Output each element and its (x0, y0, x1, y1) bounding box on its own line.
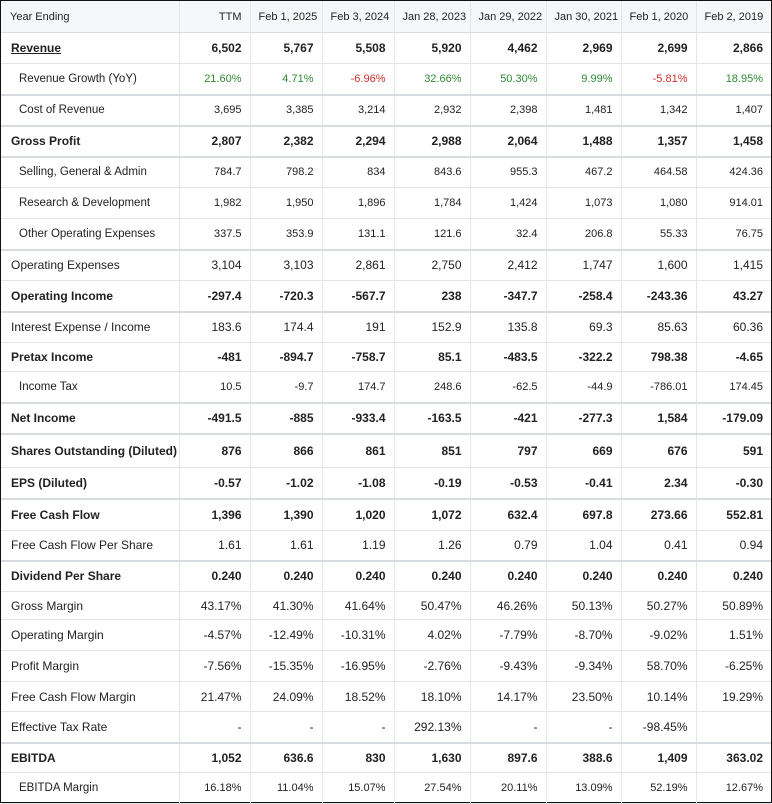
cell-fcf-margin: 10.14% (621, 682, 696, 712)
row-label-text: Pretax Income (11, 350, 94, 364)
row-label-ebitda-margin (1, 773, 179, 804)
cell-interest-expense: 60.36 (696, 312, 771, 343)
cell-eps-diluted: 2.34 (621, 468, 696, 499)
cell-operating-income: 43.27 (696, 281, 771, 312)
cell-operating-margin: -12.49% (250, 620, 322, 651)
cell-ebitda-margin: 27.54% (394, 773, 470, 804)
row-label-gross-profit (1, 126, 179, 157)
cell-net-income: -277.3 (546, 403, 621, 434)
cell-gross-margin: 41.30% (250, 592, 322, 620)
cell-profit-margin: 58.70% (621, 651, 696, 682)
cell-ebitda-margin: 16.18% (179, 773, 250, 804)
row-income-tax (1, 372, 771, 403)
cell-shares-outstanding: 669 (546, 434, 621, 468)
row-label-text: Research & Development (19, 197, 151, 209)
cell-effective-tax-rate: - (470, 712, 546, 743)
cell-fcf-per-share: 1.04 (546, 531, 621, 561)
cell-pretax-income: -322.2 (546, 343, 621, 372)
cell-profit-margin: -2.76% (394, 651, 470, 682)
cell-pretax-income: -481 (179, 343, 250, 372)
cell-dividend-per-share: 0.240 (621, 561, 696, 592)
cell-shares-outstanding: 866 (250, 434, 322, 468)
row-label-text: EBITDA (11, 750, 56, 765)
cell-eps-diluted: -0.19 (394, 468, 470, 499)
cell-free-cash-flow: 1,396 (179, 499, 250, 531)
row-label-shares-outstanding (1, 434, 179, 468)
cell-research-development: 1,982 (179, 188, 250, 219)
cell-cost-of-revenue: 2,398 (470, 95, 546, 126)
row-net-income (1, 403, 771, 434)
cell-other-operating-expenses: 131.1 (322, 219, 394, 250)
cell-other-operating-expenses: 55.33 (621, 219, 696, 250)
cell-income-tax: 248.6 (394, 372, 470, 403)
cell-gross-margin: 46.26% (470, 592, 546, 620)
row-label-text: Dividend Per Share (11, 569, 122, 584)
cell-operating-income: -720.3 (250, 281, 322, 312)
cell-gross-margin: 43.17% (179, 592, 250, 620)
row-operating-margin (1, 620, 771, 651)
cell-eps-diluted: -1.08 (322, 468, 394, 499)
cell-income-tax: 174.7 (322, 372, 394, 403)
cell-operating-margin: 1.51% (696, 620, 771, 651)
cell-shares-outstanding: 876 (179, 434, 250, 468)
row-label-gross-margin (1, 592, 179, 620)
cell-dividend-per-share: 0.240 (696, 561, 771, 592)
row-label-text: Income Tax (19, 380, 78, 393)
cell-fcf-per-share: 1.19 (322, 531, 394, 561)
cell-ebitda: 363.02 (696, 743, 771, 773)
row-label-profit-margin (1, 651, 179, 682)
cell-other-operating-expenses: 337.5 (179, 219, 250, 250)
header-year-ending: Year Ending (1, 1, 179, 33)
cell-revenue: 5,767 (250, 33, 322, 64)
cell-dividend-per-share: 0.240 (322, 561, 394, 592)
cell-sga: 784.7 (179, 157, 250, 188)
cell-research-development: 914.01 (696, 188, 771, 219)
cell-gross-profit: 1,458 (696, 126, 771, 157)
row-label-revenue-growth (1, 64, 179, 95)
cell-operating-income: -347.7 (470, 281, 546, 312)
cell-free-cash-flow: 632.4 (470, 499, 546, 531)
row-gross-profit (1, 126, 771, 157)
cell-gross-profit: 2,064 (470, 126, 546, 157)
cell-dividend-per-share: 0.240 (546, 561, 621, 592)
row-label-operating-income (1, 281, 179, 312)
cell-operating-expenses: 1,600 (621, 250, 696, 281)
cell-revenue: 6,502 (179, 33, 250, 64)
header-col-period[interactable]: Feb 1, 2025 (250, 1, 322, 33)
row-ebitda (1, 743, 771, 773)
cell-shares-outstanding: 797 (470, 434, 546, 468)
cell-sga: 467.2 (546, 157, 621, 188)
row-label-text: Gross Margin (11, 598, 84, 613)
row-label-text: Free Cash Flow Per Share (11, 538, 154, 553)
row-cost-of-revenue (1, 95, 771, 126)
cell-gross-margin: 50.13% (546, 592, 621, 620)
cell-profit-margin: -9.43% (470, 651, 546, 682)
cell-profit-margin: -9.34% (546, 651, 621, 682)
cell-revenue-growth: -6.96% (322, 64, 394, 95)
cell-cost-of-revenue: 1,407 (696, 95, 771, 126)
cell-profit-margin: -6.25% (696, 651, 771, 682)
cell-operating-expenses: 2,861 (322, 250, 394, 281)
row-dividend-per-share (1, 561, 771, 592)
row-label-income-tax (1, 372, 179, 403)
cell-cost-of-revenue: 1,481 (546, 95, 621, 126)
cell-income-tax: -62.5 (470, 372, 546, 403)
row-label-text: Gross Profit (11, 134, 81, 148)
row-label-research-development (1, 188, 179, 219)
row-label-text: EPS (Diluted) (11, 475, 88, 490)
cell-sga: 464.58 (621, 157, 696, 188)
cell-net-income: -491.5 (179, 403, 250, 434)
cell-net-income: -421 (470, 403, 546, 434)
header-col-period[interactable]: Feb 1, 2020 (621, 1, 696, 33)
row-revenue (1, 33, 771, 64)
cell-ebitda: 388.6 (546, 743, 621, 773)
row-free-cash-flow (1, 499, 771, 531)
cell-research-development: 1,424 (470, 188, 546, 219)
cell-effective-tax-rate: - (546, 712, 621, 743)
cell-gross-margin: 41.64% (322, 592, 394, 620)
row-effective-tax-rate (1, 712, 771, 743)
cell-pretax-income: -894.7 (250, 343, 322, 372)
row-eps-diluted (1, 468, 771, 499)
row-label-operating-expenses (1, 250, 179, 281)
cell-revenue: 4,462 (470, 33, 546, 64)
cell-interest-expense: 85.63 (621, 312, 696, 343)
row-label-text: Interest Expense / Income (11, 320, 151, 335)
cell-operating-income: -297.4 (179, 281, 250, 312)
header-col-period[interactable]: Jan 29, 2022 (470, 1, 546, 33)
row-label-text: Net Income (11, 411, 76, 425)
row-label-text[interactable]: Revenue (11, 41, 62, 55)
cell-ebitda: 636.6 (250, 743, 322, 773)
cell-effective-tax-rate: - (250, 712, 322, 743)
row-operating-expenses (1, 250, 771, 281)
cell-gross-profit: 1,357 (621, 126, 696, 157)
cell-net-income: -163.5 (394, 403, 470, 434)
cell-ebitda: 1,052 (179, 743, 250, 773)
cell-shares-outstanding: 676 (621, 434, 696, 468)
row-gross-margin (1, 592, 771, 620)
cell-revenue-growth: 4.71% (250, 64, 322, 95)
cell-interest-expense: 191 (322, 312, 394, 343)
cell-income-tax: -9.7 (250, 372, 322, 403)
row-label-operating-margin (1, 620, 179, 651)
cell-revenue-growth: 50.30% (470, 64, 546, 95)
cell-fcf-margin: 18.10% (394, 682, 470, 712)
cell-gross-profit: 2,988 (394, 126, 470, 157)
cell-operating-expenses: 2,412 (470, 250, 546, 281)
row-label-ebitda (1, 743, 179, 773)
cell-ebitda: 830 (322, 743, 394, 773)
cell-fcf-per-share: 0.41 (621, 531, 696, 561)
row-label-cost-of-revenue (1, 95, 179, 126)
cell-ebitda: 897.6 (470, 743, 546, 773)
cell-operating-expenses: 2,750 (394, 250, 470, 281)
cell-effective-tax-rate: -98.45% (621, 712, 696, 743)
row-label-text: Operating Margin (11, 628, 104, 642)
cell-revenue: 5,920 (394, 33, 470, 64)
row-fcf-margin (1, 682, 771, 712)
cell-revenue: 2,866 (696, 33, 771, 64)
row-research-development (1, 188, 771, 219)
cell-fcf-per-share: 0.79 (470, 531, 546, 561)
row-label-free-cash-flow (1, 499, 179, 531)
row-shares-outstanding (1, 434, 771, 468)
row-label-revenue[interactable] (1, 33, 179, 64)
cell-revenue: 2,699 (621, 33, 696, 64)
cell-ebitda-margin: 12.67% (696, 773, 771, 804)
cell-ebitda: 1,630 (394, 743, 470, 773)
cell-revenue-growth: 21.60% (179, 64, 250, 95)
cell-fcf-per-share: 1.61 (250, 531, 322, 561)
cell-income-tax: -786.01 (621, 372, 696, 403)
cell-free-cash-flow: 1,390 (250, 499, 322, 531)
cell-fcf-per-share: 1.26 (394, 531, 470, 561)
cell-pretax-income: -483.5 (470, 343, 546, 372)
row-other-operating-expenses (1, 219, 771, 250)
cell-ebitda-margin: 13.09% (546, 773, 621, 804)
cell-sga: 843.6 (394, 157, 470, 188)
row-label-eps-diluted (1, 468, 179, 499)
cell-free-cash-flow: 1,020 (322, 499, 394, 531)
cell-pretax-income: -758.7 (322, 343, 394, 372)
header-col-period[interactable]: Feb 3, 2024 (322, 1, 394, 33)
cell-eps-diluted: -1.02 (250, 468, 322, 499)
row-label-fcf-margin (1, 682, 179, 712)
cell-free-cash-flow: 273.66 (621, 499, 696, 531)
cell-operating-expenses: 1,415 (696, 250, 771, 281)
cell-pretax-income: -4.65 (696, 343, 771, 372)
cell-operating-expenses: 1,747 (546, 250, 621, 281)
cell-net-income: -179.09 (696, 403, 771, 434)
cell-other-operating-expenses: 121.6 (394, 219, 470, 250)
cell-gross-profit: 2,807 (179, 126, 250, 157)
row-label-text: Free Cash Flow Margin (11, 689, 136, 704)
cell-operating-margin: -4.57% (179, 620, 250, 651)
cell-other-operating-expenses: 32.4 (470, 219, 546, 250)
cell-income-tax: -44.9 (546, 372, 621, 403)
cell-fcf-margin: 19.29% (696, 682, 771, 712)
cell-effective-tax-rate: - (322, 712, 394, 743)
cell-fcf-margin: 18.52% (322, 682, 394, 712)
row-label-text: Selling, General & Admin (19, 166, 147, 179)
cell-revenue: 5,508 (322, 33, 394, 64)
cell-operating-margin: -9.02% (621, 620, 696, 651)
cell-revenue-growth: 32.66% (394, 64, 470, 95)
cell-ebitda-margin: 15.07% (322, 773, 394, 804)
cell-operating-margin: -8.70% (546, 620, 621, 651)
cell-fcf-margin: 24.09% (250, 682, 322, 712)
cell-interest-expense: 152.9 (394, 312, 470, 343)
cell-research-development: 1,073 (546, 188, 621, 219)
cell-interest-expense: 183.6 (179, 312, 250, 343)
cell-net-income: -885 (250, 403, 322, 434)
cell-cost-of-revenue: 3,385 (250, 95, 322, 126)
cell-pretax-income: 798.38 (621, 343, 696, 372)
cell-cost-of-revenue: 2,932 (394, 95, 470, 126)
cell-operating-margin: 4.02% (394, 620, 470, 651)
cell-revenue-growth: 18.95% (696, 64, 771, 95)
cell-other-operating-expenses: 353.9 (250, 219, 322, 250)
cell-profit-margin: -16.95% (322, 651, 394, 682)
cell-operating-margin: -10.31% (322, 620, 394, 651)
row-sga (1, 157, 771, 188)
cell-ebitda-margin: 52.19% (621, 773, 696, 804)
cell-free-cash-flow: 697.8 (546, 499, 621, 531)
header-col-ttm[interactable]: TTM (179, 1, 250, 33)
row-pretax-income (1, 343, 771, 372)
row-label-other-operating-expenses (1, 219, 179, 250)
cell-ebitda-margin: 11.04% (250, 773, 322, 804)
cell-gross-margin: 50.47% (394, 592, 470, 620)
row-label-text: Effective Tax Rate (11, 719, 108, 734)
cell-income-tax: 174.45 (696, 372, 771, 403)
row-ebitda-margin (1, 773, 771, 804)
row-label-text: Shares Outstanding (Diluted) (11, 443, 178, 458)
row-label-text: Cost of Revenue (19, 104, 105, 116)
row-label-interest-expense (1, 312, 179, 343)
cell-dividend-per-share: 0.240 (394, 561, 470, 592)
cell-interest-expense: 135.8 (470, 312, 546, 343)
row-label-text: EBITDA Margin (19, 782, 99, 794)
cell-operating-expenses: 3,104 (179, 250, 250, 281)
cell-revenue-growth: 9.99% (546, 64, 621, 95)
cell-fcf-margin: 23.50% (546, 682, 621, 712)
row-revenue-growth (1, 64, 771, 95)
cell-free-cash-flow: 552.81 (696, 499, 771, 531)
row-fcf-per-share (1, 531, 771, 561)
cell-net-income: 1,584 (621, 403, 696, 434)
cell-cost-of-revenue: 3,695 (179, 95, 250, 126)
cell-dividend-per-share: 0.240 (179, 561, 250, 592)
row-label-sga (1, 157, 179, 188)
header-col-period[interactable]: Jan 28, 2023 (394, 1, 470, 33)
cell-shares-outstanding: 591 (696, 434, 771, 468)
cell-eps-diluted: -0.57 (179, 468, 250, 499)
income-statement-table (1, 1, 771, 804)
header-col-period[interactable]: Jan 30, 2021 (546, 1, 621, 33)
cell-fcf-per-share: 1.61 (179, 531, 250, 561)
cell-effective-tax-rate: - (179, 712, 250, 743)
row-label-pretax-income (1, 343, 179, 372)
row-label-effective-tax-rate (1, 712, 179, 743)
cell-dividend-per-share: 0.240 (470, 561, 546, 592)
cell-other-operating-expenses: 206.8 (546, 219, 621, 250)
cell-research-development: 1,896 (322, 188, 394, 219)
cell-revenue-growth: -5.81% (621, 64, 696, 95)
cell-revenue: 2,969 (546, 33, 621, 64)
cell-shares-outstanding: 861 (322, 434, 394, 468)
cell-sga: 955.3 (470, 157, 546, 188)
row-label-text: Other Operating Expenses (19, 227, 156, 240)
cell-operating-margin: -7.79% (470, 620, 546, 651)
cell-eps-diluted: -0.53 (470, 468, 546, 499)
cell-operating-income: -243.36 (621, 281, 696, 312)
cell-sga: 834 (322, 157, 394, 188)
row-profit-margin (1, 651, 771, 682)
row-interest-expense (1, 312, 771, 343)
cell-operating-income: -567.7 (322, 281, 394, 312)
header-col-period[interactable]: Feb 2, 2019 (696, 1, 771, 33)
cell-gross-margin: 50.27% (621, 592, 696, 620)
cell-gross-profit: 2,294 (322, 126, 394, 157)
cell-sga: 798.2 (250, 157, 322, 188)
cell-cost-of-revenue: 3,214 (322, 95, 394, 126)
cell-fcf-margin: 14.17% (470, 682, 546, 712)
row-label-text: Revenue Growth (YoY) (19, 72, 137, 85)
cell-gross-margin: 50.89% (696, 592, 771, 620)
cell-eps-diluted: -0.30 (696, 468, 771, 499)
cell-profit-margin: -15.35% (250, 651, 322, 682)
cell-income-tax: 10.5 (179, 372, 250, 403)
cell-sga: 424.36 (696, 157, 771, 188)
cell-effective-tax-rate: 292.13% (394, 712, 470, 743)
cell-free-cash-flow: 1,072 (394, 499, 470, 531)
cell-gross-profit: 1,488 (546, 126, 621, 157)
cell-interest-expense: 69.3 (546, 312, 621, 343)
cell-profit-margin: -7.56% (179, 651, 250, 682)
row-label-fcf-per-share (1, 531, 179, 561)
cell-ebitda-margin: 20.11% (470, 773, 546, 804)
cell-operating-income: -258.4 (546, 281, 621, 312)
row-label-text: Profit Margin (11, 659, 80, 673)
cell-net-income: -933.4 (322, 403, 394, 434)
cell-gross-profit: 2,382 (250, 126, 322, 157)
cell-operating-income: 238 (394, 281, 470, 312)
cell-fcf-per-share: 0.94 (696, 531, 771, 561)
cell-dividend-per-share: 0.240 (250, 561, 322, 592)
cell-shares-outstanding: 851 (394, 434, 470, 468)
row-label-dividend-per-share (1, 561, 179, 592)
row-label-net-income (1, 403, 179, 434)
cell-cost-of-revenue: 1,342 (621, 95, 696, 126)
cell-ebitda: 1,409 (621, 743, 696, 773)
cell-other-operating-expenses: 76.75 (696, 219, 771, 250)
row-operating-income (1, 281, 771, 312)
cell-operating-expenses: 3,103 (250, 250, 322, 281)
cell-effective-tax-rate (696, 712, 771, 743)
row-label-text: Free Cash Flow (11, 507, 100, 522)
cell-research-development: 1,784 (394, 188, 470, 219)
cell-interest-expense: 174.4 (250, 312, 322, 343)
header-row (1, 1, 771, 33)
cell-research-development: 1,080 (621, 188, 696, 219)
row-label-text: Operating Expenses (11, 258, 120, 273)
row-label-text: Operating Income (11, 288, 114, 303)
cell-pretax-income: 85.1 (394, 343, 470, 372)
cell-research-development: 1,950 (250, 188, 322, 219)
cell-fcf-margin: 21.47% (179, 682, 250, 712)
cell-eps-diluted: -0.41 (546, 468, 621, 499)
